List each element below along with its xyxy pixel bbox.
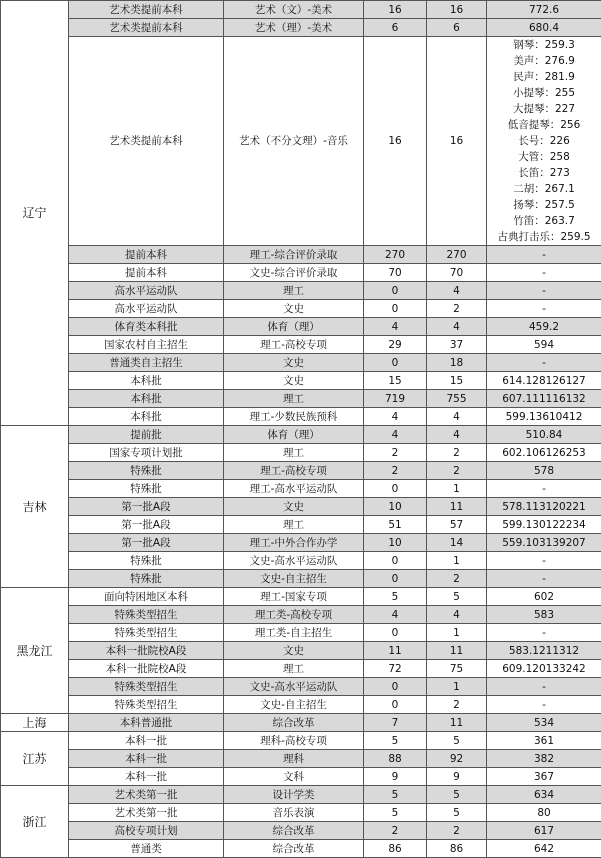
score-cell: 559.103139207 xyxy=(487,534,601,552)
plan-count-cell: 4 xyxy=(364,606,427,624)
admitted-count-cell: 2 xyxy=(427,696,487,714)
score-cell: 602 xyxy=(487,588,601,606)
score-cell: 382 xyxy=(487,750,601,768)
admitted-count-cell: 5 xyxy=(427,804,487,822)
score-cell: 367 xyxy=(487,768,601,786)
plan-count-cell: 270 xyxy=(364,246,427,264)
plan-count-cell: 72 xyxy=(364,660,427,678)
plan-count-cell: 4 xyxy=(364,318,427,336)
table-row xyxy=(1,570,601,588)
category-cell: 理工类-高校专项 xyxy=(224,606,364,624)
admitted-count-cell: 16 xyxy=(427,37,487,246)
admitted-count-cell: 9 xyxy=(427,768,487,786)
score-cell: - xyxy=(487,354,601,372)
batch-cell: 特殊批 xyxy=(69,462,224,480)
admitted-count-cell: 57 xyxy=(427,516,487,534)
category-cell: 理工-综合评价录取 xyxy=(224,246,364,264)
plan-count-cell: 5 xyxy=(364,786,427,804)
plan-count-cell: 9 xyxy=(364,768,427,786)
plan-count-cell: 15 xyxy=(364,372,427,390)
score-cell: 459.2 xyxy=(487,318,601,336)
table-row xyxy=(1,840,601,858)
table-row xyxy=(1,264,601,282)
category-cell: 综合改革 xyxy=(224,714,364,732)
plan-count-cell: 0 xyxy=(364,282,427,300)
score-line: 扬琴：257.5 xyxy=(489,197,599,213)
province-cell: 浙江 xyxy=(1,786,69,858)
score-cell: - xyxy=(487,570,601,588)
plan-count-cell: 51 xyxy=(364,516,427,534)
score-cell: - xyxy=(487,696,601,714)
batch-cell: 本科批 xyxy=(69,408,224,426)
batch-cell: 国家专项计划批 xyxy=(69,444,224,462)
category-cell: 理工类-自主招生 xyxy=(224,624,364,642)
category-cell: 体育（理） xyxy=(224,318,364,336)
admitted-count-cell: 4 xyxy=(427,426,487,444)
score-line: 钢琴：259.3 xyxy=(489,37,599,53)
admitted-count-cell: 11 xyxy=(427,642,487,660)
plan-count-cell: 0 xyxy=(364,696,427,714)
admitted-count-cell: 1 xyxy=(427,678,487,696)
batch-cell: 本科一批 xyxy=(69,750,224,768)
batch-cell: 本科一批院校A段 xyxy=(69,660,224,678)
batch-cell: 提前本科 xyxy=(69,246,224,264)
plan-count-cell: 5 xyxy=(364,732,427,750)
category-cell: 文科 xyxy=(224,768,364,786)
admitted-count-cell: 92 xyxy=(427,750,487,768)
table-row xyxy=(1,372,601,390)
table-row xyxy=(1,696,601,714)
plan-count-cell: 0 xyxy=(364,480,427,498)
batch-cell: 普通类 xyxy=(69,840,224,858)
admitted-count-cell: 70 xyxy=(427,264,487,282)
category-cell: 设计学类 xyxy=(224,786,364,804)
batch-cell: 本科一批 xyxy=(69,732,224,750)
category-cell: 文史 xyxy=(224,354,364,372)
score-cell: 607.111116132 xyxy=(487,390,601,408)
admitted-count-cell: 4 xyxy=(427,282,487,300)
score-line: 小提琴：255 xyxy=(489,85,599,101)
batch-cell: 艺术类提前本科 xyxy=(69,1,224,19)
batch-cell: 本科一批院校A段 xyxy=(69,642,224,660)
admitted-count-cell: 14 xyxy=(427,534,487,552)
batch-cell: 体育类本科批 xyxy=(69,318,224,336)
table-row xyxy=(1,498,601,516)
batch-cell: 本科批 xyxy=(69,390,224,408)
category-cell: 理工 xyxy=(224,282,364,300)
batch-cell: 艺术类第一批 xyxy=(69,786,224,804)
plan-count-cell: 11 xyxy=(364,642,427,660)
table-row xyxy=(1,624,601,642)
score-cell: 634 xyxy=(487,786,601,804)
score-line: 大管：258 xyxy=(489,149,599,165)
category-cell: 文史 xyxy=(224,300,364,318)
batch-cell: 特殊类型招生 xyxy=(69,624,224,642)
batch-cell: 艺术类提前本科 xyxy=(69,19,224,37)
score-cell: - xyxy=(487,480,601,498)
plan-count-cell: 0 xyxy=(364,354,427,372)
admitted-count-cell: 5 xyxy=(427,588,487,606)
batch-cell: 第一批A段 xyxy=(69,498,224,516)
admitted-count-cell: 1 xyxy=(427,480,487,498)
province-cell: 江苏 xyxy=(1,732,69,786)
category-cell: 文史-高水平运动队 xyxy=(224,678,364,696)
admitted-count-cell: 2 xyxy=(427,822,487,840)
category-cell: 艺术（文）-美术 xyxy=(224,1,364,19)
score-cell: 680.4 xyxy=(487,19,601,37)
admitted-count-cell: 37 xyxy=(427,336,487,354)
score-cell: 602.106126253 xyxy=(487,444,601,462)
admitted-count-cell: 270 xyxy=(427,246,487,264)
score-cell: - xyxy=(487,552,601,570)
plan-count-cell: 10 xyxy=(364,498,427,516)
plan-count-cell: 0 xyxy=(364,570,427,588)
admitted-count-cell: 1 xyxy=(427,624,487,642)
score-cell: 599.130122234 xyxy=(487,516,601,534)
table-row xyxy=(1,642,601,660)
admitted-count-cell: 18 xyxy=(427,354,487,372)
plan-count-cell: 2 xyxy=(364,444,427,462)
score-cell: 614.128126127 xyxy=(487,372,601,390)
category-cell: 理工 xyxy=(224,390,364,408)
score-cell: 609.120133242 xyxy=(487,660,601,678)
category-cell: 文史-综合评价录取 xyxy=(224,264,364,282)
category-cell: 理工 xyxy=(224,516,364,534)
table-row xyxy=(1,552,601,570)
plan-count-cell: 88 xyxy=(364,750,427,768)
category-cell: 理工-高水平运动队 xyxy=(224,480,364,498)
score-cell: 599.13610412 xyxy=(487,408,601,426)
admitted-count-cell: 1 xyxy=(427,552,487,570)
admitted-count-cell: 4 xyxy=(427,408,487,426)
category-cell: 理工 xyxy=(224,660,364,678)
score-cell: 578 xyxy=(487,462,601,480)
score-cell: - xyxy=(487,300,601,318)
province-cell: 吉林 xyxy=(1,426,69,588)
score-cell: 772.6 xyxy=(487,1,601,19)
score-cell: 617 xyxy=(487,822,601,840)
category-cell: 艺术（理）-美术 xyxy=(224,19,364,37)
table-row xyxy=(1,19,601,37)
batch-cell: 本科普通批 xyxy=(69,714,224,732)
batch-cell: 特殊批 xyxy=(69,480,224,498)
batch-cell: 高水平运动队 xyxy=(69,300,224,318)
plan-count-cell: 5 xyxy=(364,588,427,606)
batch-cell: 提前本科 xyxy=(69,264,224,282)
table-row xyxy=(1,768,601,786)
category-cell: 理工-中外合作办学 xyxy=(224,534,364,552)
score-line: 竹笛：263.7 xyxy=(489,213,599,229)
plan-count-cell: 4 xyxy=(364,426,427,444)
plan-count-cell: 7 xyxy=(364,714,427,732)
admitted-count-cell: 75 xyxy=(427,660,487,678)
category-cell: 综合改革 xyxy=(224,822,364,840)
batch-cell: 高校专项计划 xyxy=(69,822,224,840)
batch-cell: 本科一批 xyxy=(69,768,224,786)
table-row xyxy=(1,804,601,822)
score-line: 长笛：273 xyxy=(489,165,599,181)
score-line: 民声：281.9 xyxy=(489,69,599,85)
table-row xyxy=(1,300,601,318)
score-cell: - xyxy=(487,264,601,282)
admitted-count-cell: 6 xyxy=(427,19,487,37)
table-row xyxy=(1,246,601,264)
table-row xyxy=(1,318,601,336)
batch-cell: 国家农村自主招生 xyxy=(69,336,224,354)
table-row xyxy=(1,480,601,498)
table-row xyxy=(1,606,601,624)
table-row xyxy=(1,714,601,732)
table-row xyxy=(1,282,601,300)
plan-count-cell: 0 xyxy=(364,552,427,570)
category-cell: 文史-高水平运动队 xyxy=(224,552,364,570)
admitted-count-cell: 15 xyxy=(427,372,487,390)
score-cell xyxy=(487,37,601,246)
category-cell: 理科 xyxy=(224,750,364,768)
batch-cell: 特殊类型招生 xyxy=(69,678,224,696)
plan-count-cell: 70 xyxy=(364,264,427,282)
table-row xyxy=(1,354,601,372)
score-cell: - xyxy=(487,678,601,696)
score-cell: 583 xyxy=(487,606,601,624)
table-row xyxy=(1,1,601,19)
category-cell: 音乐表演 xyxy=(224,804,364,822)
table-row xyxy=(1,822,601,840)
table-row xyxy=(1,336,601,354)
category-cell: 综合改革 xyxy=(224,840,364,858)
plan-count-cell: 0 xyxy=(364,624,427,642)
score-cell: - xyxy=(487,282,601,300)
plan-count-cell: 0 xyxy=(364,300,427,318)
batch-cell: 艺术类第一批 xyxy=(69,804,224,822)
table-row xyxy=(1,516,601,534)
batch-cell: 第一批A段 xyxy=(69,516,224,534)
admitted-count-cell: 11 xyxy=(427,498,487,516)
plan-count-cell: 719 xyxy=(364,390,427,408)
category-cell: 理工-高校专项 xyxy=(224,462,364,480)
category-cell: 文史-自主招生 xyxy=(224,570,364,588)
admitted-count-cell: 5 xyxy=(427,732,487,750)
batch-cell: 特殊类型招生 xyxy=(69,606,224,624)
category-cell: 理科-高校专项 xyxy=(224,732,364,750)
plan-count-cell: 5 xyxy=(364,804,427,822)
admitted-count-cell: 755 xyxy=(427,390,487,408)
admitted-count-cell: 2 xyxy=(427,300,487,318)
category-cell: 文史-自主招生 xyxy=(224,696,364,714)
table-row xyxy=(1,462,601,480)
plan-count-cell: 6 xyxy=(364,19,427,37)
category-cell: 理工-少数民族预科 xyxy=(224,408,364,426)
plan-count-cell: 16 xyxy=(364,1,427,19)
category-cell: 理工-高校专项 xyxy=(224,336,364,354)
category-cell: 艺术（不分文理）-音乐 xyxy=(224,37,364,246)
admitted-count-cell: 2 xyxy=(427,570,487,588)
batch-cell: 提前批 xyxy=(69,426,224,444)
batch-cell: 面向特困地区本科 xyxy=(69,588,224,606)
score-line: 长号：226 xyxy=(489,133,599,149)
category-cell: 文史 xyxy=(224,498,364,516)
batch-cell: 特殊批 xyxy=(69,552,224,570)
admitted-count-cell: 4 xyxy=(427,606,487,624)
score-cell: 534 xyxy=(487,714,601,732)
table-row xyxy=(1,732,601,750)
table-row xyxy=(1,444,601,462)
score-line: 大提琴：227 xyxy=(489,101,599,117)
score-cell: 510.84 xyxy=(487,426,601,444)
batch-cell: 第一批A段 xyxy=(69,534,224,552)
table-row xyxy=(1,534,601,552)
score-cell: 642 xyxy=(487,840,601,858)
plan-count-cell: 0 xyxy=(364,678,427,696)
table-row xyxy=(1,678,601,696)
score-line: 二胡：267.1 xyxy=(489,181,599,197)
score-cell: 578.113120221 xyxy=(487,498,601,516)
admitted-count-cell: 11 xyxy=(427,714,487,732)
admitted-count-cell: 2 xyxy=(427,462,487,480)
score-line: 低音提琴：256 xyxy=(489,117,599,133)
plan-count-cell: 10 xyxy=(364,534,427,552)
score-cell: 80 xyxy=(487,804,601,822)
table-row xyxy=(1,786,601,804)
batch-cell: 高水平运动队 xyxy=(69,282,224,300)
category-cell: 文史 xyxy=(224,642,364,660)
batch-cell: 普通类自主招生 xyxy=(69,354,224,372)
table-row xyxy=(1,390,601,408)
batch-cell: 本科批 xyxy=(69,372,224,390)
batch-cell: 特殊类型招生 xyxy=(69,696,224,714)
score-line: 古典打击乐：259.5 xyxy=(489,229,599,245)
score-cell: - xyxy=(487,246,601,264)
plan-count-cell: 2 xyxy=(364,822,427,840)
table-row xyxy=(1,37,601,246)
plan-count-cell: 86 xyxy=(364,840,427,858)
category-cell: 理工 xyxy=(224,444,364,462)
table-body xyxy=(1,1,601,858)
category-cell: 理工-国家专项 xyxy=(224,588,364,606)
province-cell: 黑龙江 xyxy=(1,588,69,714)
table-row xyxy=(1,588,601,606)
plan-count-cell: 4 xyxy=(364,408,427,426)
table-row xyxy=(1,426,601,444)
plan-count-cell: 29 xyxy=(364,336,427,354)
admitted-count-cell: 5 xyxy=(427,786,487,804)
score-cell: 594 xyxy=(487,336,601,354)
table-row xyxy=(1,660,601,678)
batch-cell: 特殊批 xyxy=(69,570,224,588)
admitted-count-cell: 4 xyxy=(427,318,487,336)
score-cell: 361 xyxy=(487,732,601,750)
score-cell: 583.1211312 xyxy=(487,642,601,660)
plan-count-cell: 16 xyxy=(364,37,427,246)
table-row xyxy=(1,408,601,426)
admitted-count-cell: 2 xyxy=(427,444,487,462)
batch-cell: 艺术类提前本科 xyxy=(69,37,224,246)
province-cell: 上海 xyxy=(1,714,69,732)
category-cell: 文史 xyxy=(224,372,364,390)
admitted-count-cell: 16 xyxy=(427,1,487,19)
admitted-count-cell: 86 xyxy=(427,840,487,858)
table-row xyxy=(1,750,601,768)
plan-count-cell: 2 xyxy=(364,462,427,480)
score-cell: - xyxy=(487,624,601,642)
province-cell: 辽宁 xyxy=(1,1,69,426)
score-line: 美声：276.9 xyxy=(489,53,599,69)
category-cell: 体育（理） xyxy=(224,426,364,444)
